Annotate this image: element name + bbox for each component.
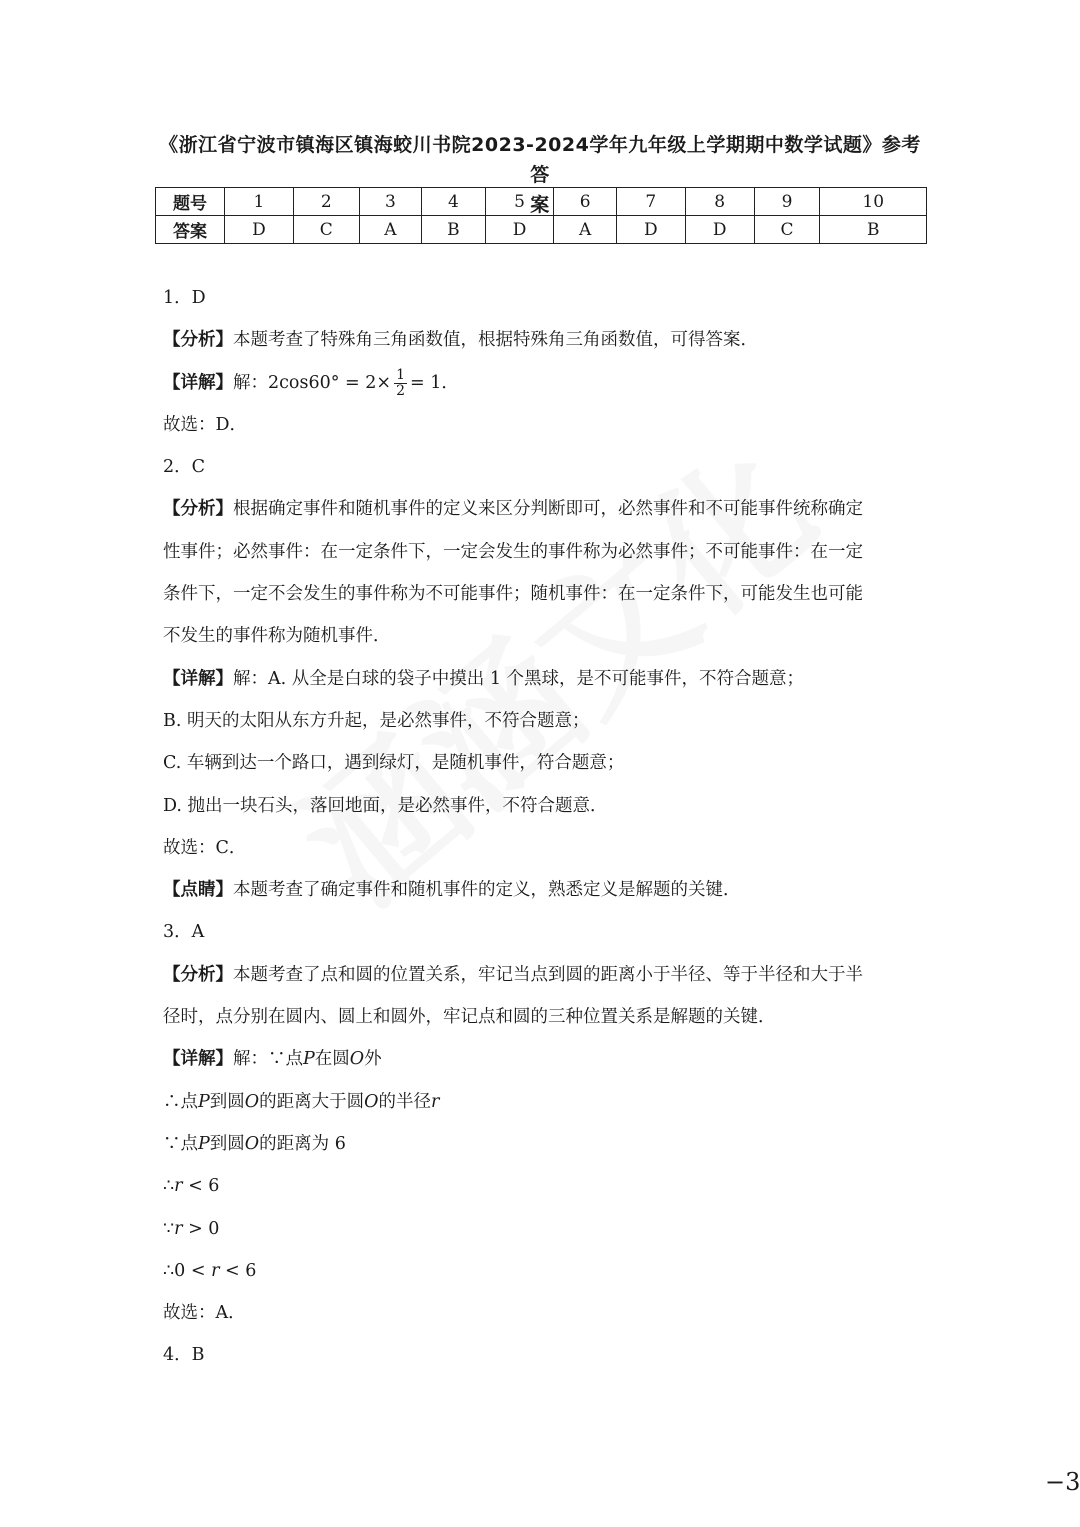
analysis-text: 本题考查了点和圆的位置关系，牢记当点到圆的距离小于半径、等于半径和大于半 <box>233 964 863 985</box>
analysis-tag: 【分析】 <box>163 330 233 351</box>
analysis-line: 性事件；必然事件：在一定条件下，一定会发生的事件称为必然事件；不可能事件：在一定 <box>163 541 863 562</box>
analysis-line <box>163 959 923 1001</box>
step-text: < 6 <box>182 1176 220 1197</box>
table-header-number: 题号 <box>156 188 225 216</box>
point-tag: 【点睛】 <box>163 880 233 901</box>
answer-table <box>155 187 927 244</box>
question-number: 4．B <box>163 1345 205 1366</box>
question-number: 1．D <box>163 288 206 308</box>
analysis-line <box>163 324 923 366</box>
var-o: O <box>244 1133 260 1154</box>
step-text: ∴ <box>163 1176 175 1197</box>
analysis-line: 不发生的事件称为随机事件． <box>163 626 391 647</box>
step-text: ∵点 <box>163 1133 198 1154</box>
table-cell: B <box>820 216 927 244</box>
question-number: 2．C <box>163 457 206 478</box>
step-line <box>163 1128 923 1170</box>
step-line <box>163 1086 923 1128</box>
table-cell: D <box>225 216 294 244</box>
detail-line <box>163 663 923 705</box>
analysis-tag: 【分析】 <box>163 964 233 985</box>
step-text: 到圆 <box>209 1133 245 1154</box>
var-p: P <box>198 1091 210 1112</box>
var-o: O <box>244 1091 260 1112</box>
table-cell: A <box>359 216 421 244</box>
solutions <box>163 282 923 1382</box>
table-cell: C <box>754 216 820 244</box>
detail-line: D. 抛出一块石头，落回地面，是必然事件，不符合题意． <box>163 795 608 816</box>
detail-text: 解：A. 从全是白球的袋子中摸出 1 个黑球，是不可能事件，不符合题意； <box>233 668 805 689</box>
var-o: O <box>349 1049 365 1070</box>
step-line <box>163 1170 923 1212</box>
var-o: O <box>364 1091 379 1112</box>
step-text: ∴0 < <box>163 1260 212 1281</box>
question-number: 3．A <box>163 922 205 943</box>
var-p: P <box>303 1049 315 1070</box>
step-text: < 6 <box>219 1260 257 1281</box>
table-cell: D <box>616 216 685 244</box>
table-header-answer: 答案 <box>156 216 225 244</box>
detail-line: B. 明天的太阳从东方升起，是必然事件，不符合题意； <box>163 710 590 731</box>
step-line <box>163 1255 923 1297</box>
table-cell: 5 <box>485 188 554 216</box>
step-text: > 0 <box>182 1218 220 1239</box>
step-text: 的距离大于圆 <box>259 1091 365 1112</box>
analysis-text: 本题考查了特殊角三角函数值，根据特殊角三角函数值，可得答案． <box>233 330 758 351</box>
title-line-1: 《浙江省宁波市镇海区镇海蛟川书院2023-2024学年九年级上学期期中数学试题》参考答 <box>159 134 921 186</box>
fraction <box>394 368 407 399</box>
table-cell: 4 <box>422 188 485 216</box>
table-cell: 1 <box>225 188 294 216</box>
step-text: ∵ <box>163 1218 175 1239</box>
choice-line: 故选：C． <box>163 837 247 858</box>
detail-text: 在圆 <box>314 1049 350 1070</box>
page-number: −3 <box>1045 1468 1080 1496</box>
analysis-line <box>163 493 923 535</box>
step-line <box>163 1213 923 1255</box>
point-line <box>163 874 923 916</box>
math-expression: = 1． <box>409 372 459 393</box>
table-cell: 2 <box>293 188 359 216</box>
table-cell: 8 <box>685 188 754 216</box>
table-cell: B <box>422 216 485 244</box>
step-text: 的半径 <box>378 1091 431 1112</box>
title-line-2: 案 <box>530 194 550 216</box>
var-p: P <box>198 1133 210 1154</box>
table-cell: C <box>293 216 359 244</box>
detail-line <box>163 367 923 409</box>
var-r: r <box>431 1091 440 1112</box>
detail-text: 解：∵点 <box>233 1049 303 1070</box>
detail-tag: 【详解】 <box>163 372 233 393</box>
step-text: 到圆 <box>209 1091 245 1112</box>
table-cell: 6 <box>554 188 616 216</box>
step-text: ∴点 <box>163 1091 198 1112</box>
table-cell: D <box>685 216 754 244</box>
table-cell: A <box>554 216 616 244</box>
detail-tag: 【详解】 <box>163 668 233 689</box>
table-row-numbers <box>156 188 927 216</box>
detail-text: 解： <box>233 372 268 393</box>
analysis-line: 条件下，一定不会发生的事件称为不可能事件；随机事件：在一定条件下，可能发生也可能 <box>163 584 863 605</box>
table-row-answers <box>156 216 927 244</box>
point-text: 本题考查了确定事件和随机事件的定义，熟悉定义是解题的关键． <box>233 880 741 901</box>
var-r: r <box>174 1176 183 1197</box>
analysis-line: 径时，点分别在圆内、圆上和圆外，牢记点和圆的三种位置关系是解题的关键． <box>163 1007 776 1028</box>
detail-line: C. 车辆到达一个路口，遇到绿灯，是随机事件，符合题意； <box>163 753 625 774</box>
detail-line <box>163 1043 923 1085</box>
detail-text: 外 <box>364 1049 382 1070</box>
var-r: r <box>211 1260 220 1281</box>
step-text: 的距离为 6 <box>259 1133 346 1154</box>
fraction-numerator: 1 <box>396 366 405 383</box>
table-cell: D <box>485 216 554 244</box>
var-r: r <box>174 1218 183 1239</box>
math-expression: 2cos60° = 2× <box>268 372 392 393</box>
analysis-tag: 【分析】 <box>163 499 233 520</box>
fraction-denominator: 2 <box>396 382 405 399</box>
table-cell: 9 <box>754 188 820 216</box>
table-cell: 7 <box>616 188 685 216</box>
choice-line: 故选：D． <box>163 414 248 435</box>
table-cell: 10 <box>820 188 927 216</box>
choice-line: 故选：A． <box>163 1303 246 1324</box>
analysis-text: 根据确定事件和随机事件的定义来区分判断即可，必然事件和不可能事件统称确定 <box>233 499 863 520</box>
detail-tag: 【详解】 <box>163 1049 233 1070</box>
table-cell: 3 <box>359 188 421 216</box>
